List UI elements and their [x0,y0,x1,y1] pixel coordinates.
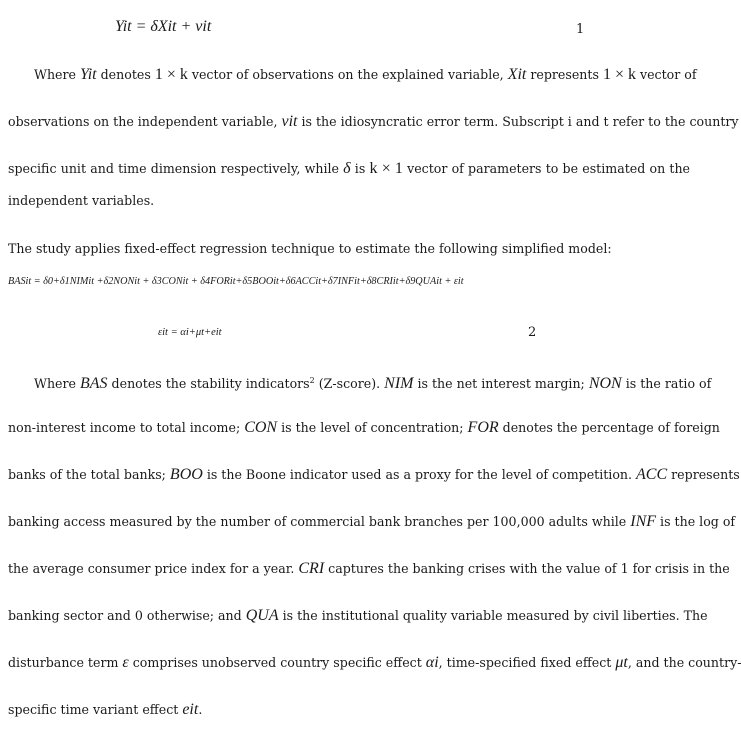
para3-line3: banks of the total banks; BOO is the Boone indicator used as a proxy for the level of competition. ACC represents [8,466,740,483]
para1-line3: specific unit and time dimension respectively, while δ is k × 1 vector of parameters to be estimated on the [8,160,691,177]
para2: The study applies fixed-effect regression technique to estimate the following simplified model: [8,241,612,256]
equation-2: εit = αi+μt+eit [158,327,222,338]
model-equation: BASit = δ0+δ1NIMit +δ2NONit + δ3CONit + δ4FORit+δ5BOOit+δ6ACCit+δ7INFit+δ8CRIit+δ9QUAit + εit [8,276,464,287]
eq1-text: Yit = δXit + vit [115,18,212,35]
para3-line1: Where BAS denotes the stability indicators$^2$ (Z-score). NIM is the net interest margin; NON is the ratio of [34,375,712,393]
para3-line4: banking access measured by the number of commercial bank branches per 100,000 adults while INF is the log of [8,513,736,530]
equation-1-number: 1 [576,22,585,37]
para1-line4: independent variables. [8,193,155,208]
equation-2-number: 2 [528,325,537,340]
para3-line7: disturbance term ε comprises unobserved country specific effect αi, time-specified fixed effect μt, and the country- [8,654,741,671]
para3-line5: the average consumer price index for a year. CRI captures the banking crises with the value of 1 for crisis in the [8,560,730,577]
equation-1 [115,18,211,36]
para3-line2: non-interest income to total income; CON is the level of concentration; FOR denotes the percentage of foreign [8,419,720,436]
para1-line1: Where Yit denotes 1 × k vector of observations on the explained variable, Xit represents 1 × k vector of [34,66,697,83]
para3-line8: specific time variant effect eit. [8,701,203,718]
para3-line6: banking sector and 0 otherwise; and QUA is the institutional quality variable measured by civil liberties. The [8,607,708,624]
para1-line2: observations on the independent variable, vit is the idiosyncratic error term. Subscript i and t refer to the country [8,113,739,130]
